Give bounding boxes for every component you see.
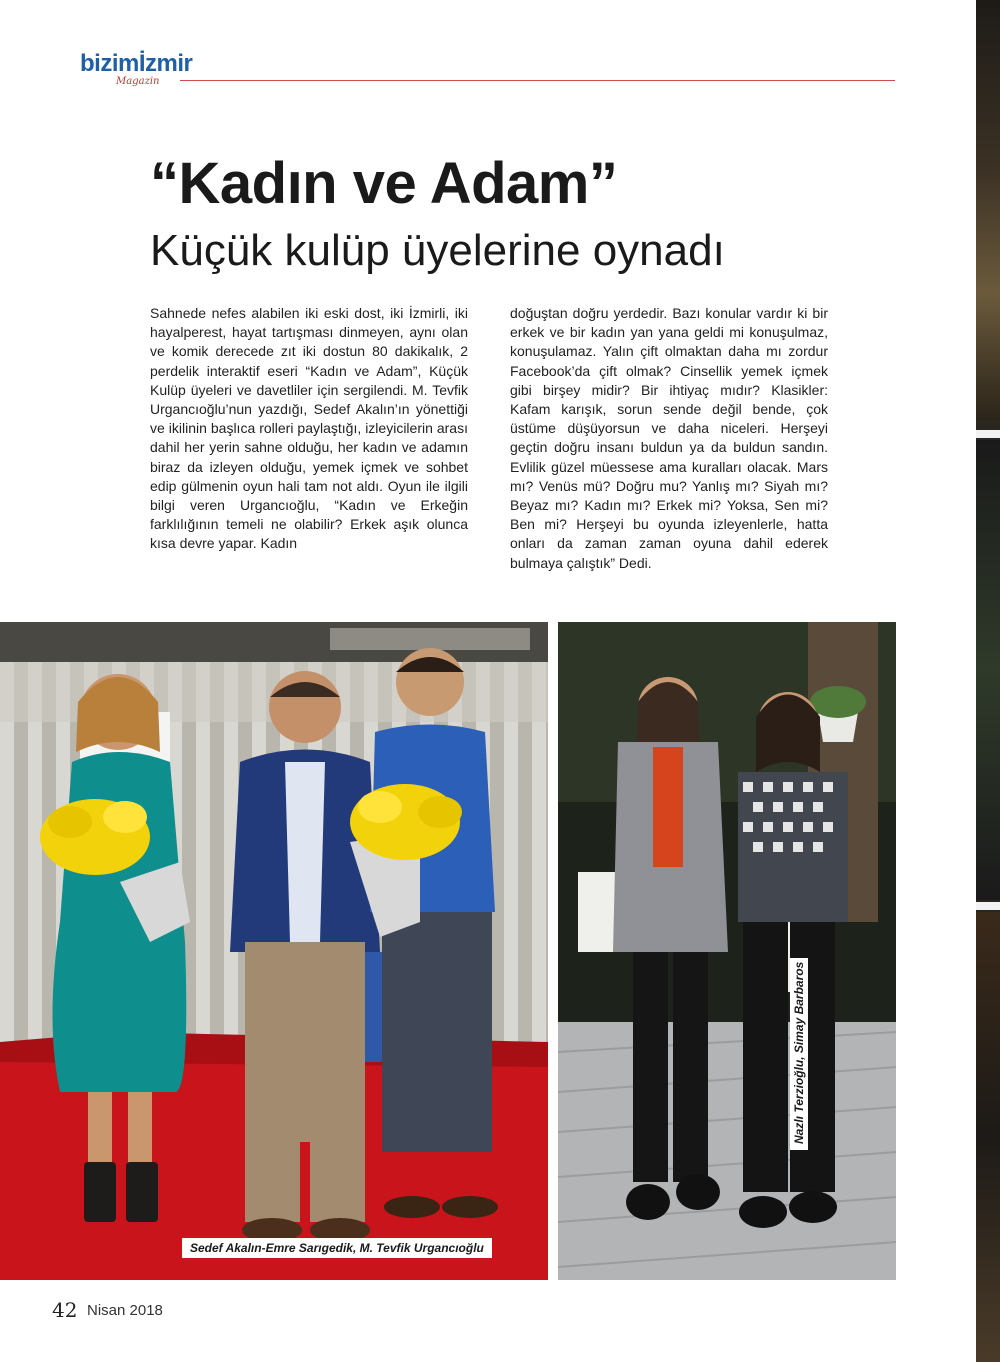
photo-caption-guests: Nazlı Terzioğlu, Simay Barbaros <box>790 958 808 1150</box>
photo-guests <box>558 622 896 1280</box>
photo-cast <box>0 622 548 1280</box>
body-column-right: doğuştan doğru yerdedir. Bazı konular vardır ki bir erkek ve bir kadın yan yana geldi mi konuşulmaz, konuşulamaz. Yalın çift olmaktan daha mı zordur Facebook’da çift olmak? Cinsellik yemek içmek gibi birşey midir? Bir ihtiyaç mıdır? Klasikler: Kafam karışık, sorun sende değil bende, çok üstüme düşüyorsun ve daha niceleri. Herşeyi geçtin doğru insanı buldun ya da buldun sandın. Evlilik güzel müessese ama kuralları olacak. Mars mı? Venüs mü? Doğru mu? Yanlış mı? Siyah mı? Beyaz mı? Kadın mı? Erkek mi? Yoksa, Sen mi? Ben mi? Herşeyi bu oyunda izleyenlerle, hatta onları da zaman zaman oyuna dahil ederek bulmaya çalıştık” Dedi. <box>510 305 828 571</box>
adjacent-page-edge <box>976 0 1000 1362</box>
page-number: 42 <box>52 1298 78 1322</box>
photo-caption-cast: Sedef Akalın-Emre Sarıgedik, M. Tevfik Urgancıoğlu <box>182 1238 492 1258</box>
article-headline: “Kadın ve Adam” <box>150 151 618 216</box>
photo-guests-illustration <box>558 622 896 1280</box>
photo-cast-illustration <box>0 622 548 1280</box>
body-column-left: Sahnede nefes alabilen iki eski dost, iki İzmirli, iki hayalperest, hayat tartışması dinmeyen, aynı olan ve komik derecede zıt iki dostun 80 dakikalık, 2 perdelik interaktif eseri “Kadın ve Adam”, Küçük Kulüp üyeleri ve davetliler için sergilendi. M. Tevfik Urgancıoğlu’nun yazdığı, Sedef Akalın’ın yönettiği ve ikilinin başlıca rolleri paylaştığı, izleyicilerin arası dahil her yerin sahne olduğu, her kadın ve adamın biraz da izleyen olduğu, yemek içmek ve sohbet edip gülmenin oyun hali tam not aldı. Oyun ile ilgili bilgi veren Urgancıoğlu, “Kadın ve Erkeğin farklılığının temeli ne olabilir? Erkek aşık olunca kısa devre yapar. Kadın <box>150 305 468 552</box>
logo-wordmark: bizimİzmir <box>80 50 193 77</box>
magazine-logo <box>80 50 193 87</box>
article-subheadline: Küçük kulüp üyelerine oynadı <box>150 226 725 275</box>
issue-date: Nisan 2018 <box>87 1302 163 1319</box>
header-rule <box>180 80 895 81</box>
logo-subtitle: Magazin <box>116 76 160 87</box>
